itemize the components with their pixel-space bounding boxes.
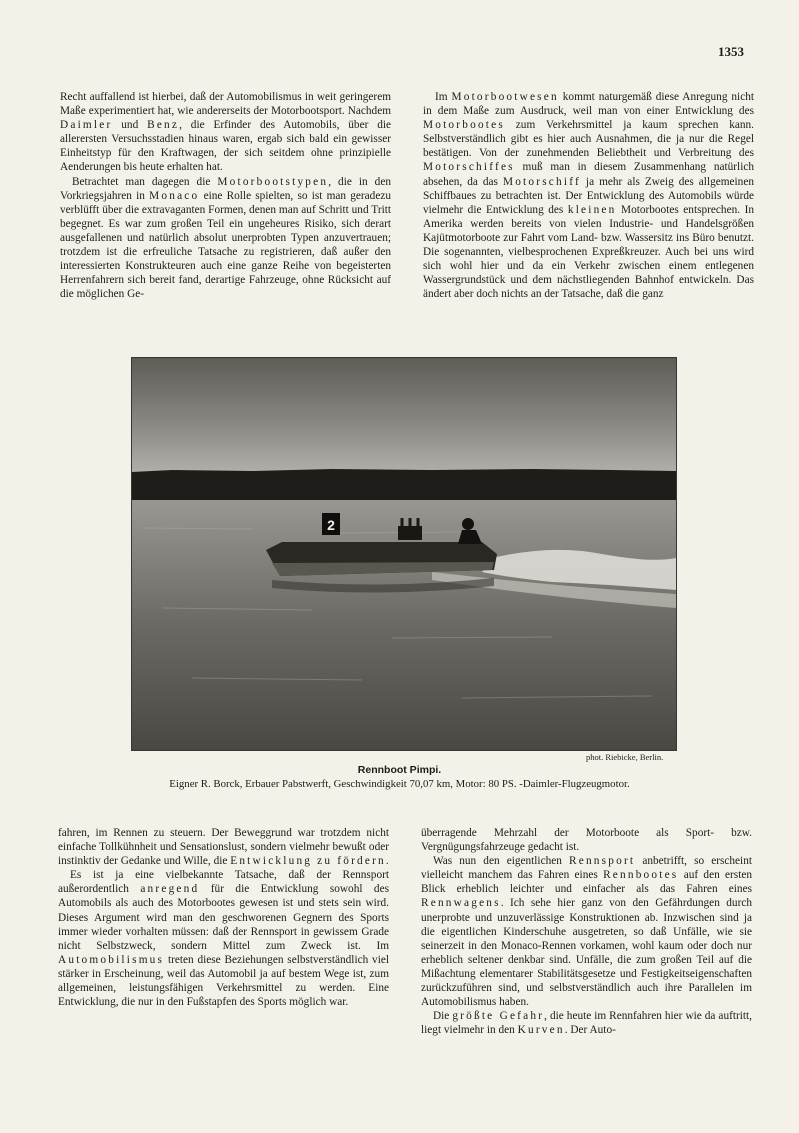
emphasized-text: Automobilismus bbox=[58, 953, 165, 966]
emphasized-text: Monaco bbox=[149, 189, 200, 202]
paragraph bbox=[58, 826, 389, 868]
boat-number: 2 bbox=[327, 517, 335, 533]
tree-line bbox=[132, 469, 676, 500]
text-run: , die heute im Rennfahren hier wie da auftritt, liegt vielmehr in den bbox=[421, 1010, 752, 1037]
text-column-bottom-left bbox=[58, 826, 389, 1009]
text-run: und bbox=[112, 119, 148, 132]
photo-caption-text: Eigner R. Borck, Erbauer Pabstwerft, Geschwindigkeit 70,07 km, Motor: 80 PS. -Daimler-Flugzeugmotor. bbox=[169, 778, 630, 790]
text-run: anbetrifft, so erscheint vielleicht manchem das Fahren eines bbox=[421, 855, 752, 882]
emphasized-text: Motorschiffes bbox=[423, 161, 515, 174]
emphasized-text: Motorschiff bbox=[502, 175, 581, 188]
sky bbox=[132, 358, 676, 476]
emphasized-text: größte Gefahr bbox=[452, 1010, 545, 1023]
text-run: Recht auffallend ist hierbei, daß der Automobilismus in weit geringerem Maße experimentiert hat, wie andererseits der Motorbootsport. Nachdem bbox=[60, 91, 391, 118]
text-run: überragende Mehrzahl der Motorboote als Sport- bzw. Vergnügungsfahrzeuge gedacht ist. bbox=[421, 827, 752, 854]
emphasized-text: Rennwagens bbox=[421, 897, 501, 910]
speedboat-photo-icon bbox=[132, 358, 676, 750]
emphasized-text: kleinen bbox=[567, 203, 617, 216]
paragraph bbox=[60, 175, 391, 302]
emphasized-text: Rennbootes bbox=[603, 869, 679, 882]
text-run: fahren, im Rennen zu steuern. Der Beweggrund war trotzdem nicht einfache Tollkühnheit und Sensationslust, sondern vielmehr bewußt oder instinktiv der Gedanke und Wille, die bbox=[58, 827, 389, 868]
photo-caption-title: Rennboot Pimpi. bbox=[357, 764, 442, 776]
text-run: für die Entwicklung sowohl des Automobils als auch des Motorbootes gewesen ist und stets sein wird. Dieses Argument wird man den geschworenen Gegnern des Sports immer wieder vorhalten müssen: daß der Rennsport in gewissem Grade nicht Selbstzweck, sondern Mittel zum Zweck ist. Im bbox=[58, 883, 389, 952]
emphasized-text: Kurven bbox=[517, 1024, 565, 1037]
text-run: . Der Auto- bbox=[564, 1024, 616, 1037]
emphasized-text: Benz bbox=[147, 119, 180, 132]
text-run: zum Verkehrsmittel ja kaum sprechen kann. Selbstverständlich gibt es hier auch Ausnahmen, die ja nur die Regel bestätigen. Von der zunehmenden Beliebtheit und Verbreitung des bbox=[423, 119, 754, 160]
text-run: auf den ersten Blick erheblich leichter und einfacher als das Fahren eines bbox=[421, 869, 752, 896]
pilot-figure bbox=[462, 518, 474, 530]
emphasized-text: anregend bbox=[140, 883, 200, 896]
paragraph bbox=[423, 90, 754, 301]
page-number: 1353 bbox=[718, 44, 744, 59]
text-run: Was nun den eigentlichen bbox=[433, 855, 569, 868]
text-column-top-left bbox=[60, 90, 391, 301]
emphasized-text: Daimler bbox=[60, 119, 113, 132]
speedboat-photo bbox=[131, 357, 677, 751]
emphasized-text: Motorbootes bbox=[423, 119, 505, 132]
text-run: , die in den Vorkriegsjahren in bbox=[60, 175, 391, 202]
text-run: . Ich sehe hier ganz von den Gefährdungen durch unerprobte und unzuverlässige Konstruktionen ab. Inzwischen sind ja die eigentlichen Kinderschuhe ausgetreten, so daß Unfälle, wie sie seinerzeit in den Monaco-Rennen vorkamen, wohl kaum oder doch nur erheblich seltener denkbar sind. Unfälle, die zum großen Teil auf die Mißachtung elementarer Stabilitätsgesetze und Festigkeitseigenschaften zurückzuführen sind, und selbstverständlich auch ihre Parallelen im Automobilismus haben. bbox=[421, 897, 752, 1009]
text-run: Motorbootes entsprechen. In Amerika werden bereits von vielen Industrie- und Handelsgrößen Kajütmotorboote zur Fahrt vom Land- bzw. Wassersitz ins Büro benutzt. Die sogenannten, vielbesprochenen Expreßkreuzer. Auch bei uns wird sich wohl hier und da ein Verkehr zwischen einem entlegenen Wassergrundstück und dem nächstliegenden Bahnhof entwickeln. Das ändert aber doch nichts an der Tatsache, daß die ganz bbox=[423, 203, 754, 301]
text-run: . bbox=[385, 855, 389, 868]
text-run: Die bbox=[433, 1010, 453, 1023]
emphasized-text: Rennsport bbox=[569, 855, 636, 868]
emphasized-text: Entwicklung zu fördern bbox=[230, 855, 386, 868]
text-run: ja mehr als Zweig des allgemeinen Schiffbaues zu betrachten ist. Der Entwicklung des Automobils würde vielmehr die Entwicklung des bbox=[423, 175, 754, 216]
photo-credit: phot. Riebicke, Berlin. bbox=[586, 752, 664, 762]
text-column-top-right bbox=[423, 90, 754, 301]
text-run: eine Rolle spielten, so ist man geradezu verblüfft über die extravaganten Formen, denen man auf Schritt und Tritt begegnet. Es war zum großen Teil ein ungeheures Risiko, sich derart ausgefallenen und natürlich absolut unerprobten Typen anzuvertrauen; trotzdem ist die erfreuliche Tatsache zu registrieren, daß außer den interessierten Konstrukteuren auch eine ganze Reihe von begeisterten Herrenfahrern sich bereit fand, derartige Fahrzeuge, ohne Rücksicht auf die möglichen Ge- bbox=[60, 189, 392, 301]
text-run: Betrachtet man dagegen die bbox=[72, 175, 218, 188]
text-run: muß man in diesem Zusammenhang natürlich absehen, da das bbox=[423, 161, 754, 188]
paragraph bbox=[60, 90, 391, 175]
paragraph bbox=[58, 868, 389, 1009]
paragraph bbox=[421, 1009, 752, 1037]
text-run: Es ist ja eine vielbekannte Tatsache, daß der Rennsport außerordentlich bbox=[58, 869, 389, 896]
emphasized-text: Motorbootstypen bbox=[217, 175, 329, 188]
text-run: kommt naturgemäß diese Anregung nicht in dem Maße zum Ausdruck, weil man von einer Entwicklung des bbox=[423, 91, 754, 118]
text-column-bottom-right bbox=[421, 826, 752, 1037]
text-run: , die Erfinder des Automobils, über die allerersten Versuchsstadien hinaus waren, ergab sich bald ein gewisser Einheitstyp für den Kraftwagen, der sich seitdem ohne prinzipielle Aenderungen bis heute erhalten hat. bbox=[60, 119, 392, 174]
emphasized-text: Motorbootwesen bbox=[451, 91, 559, 103]
paragraph bbox=[421, 854, 752, 1009]
text-run: treten diese Beziehungen selbstverständlich viel stärker in Erscheinung, weil das Automobil ja auf bestem Wege ist, zum allgemeinen, leistungsfähigen Verkehrsmittel zu werden. Eine Entwicklung, die nur in den Fußstapfen des Sports möglich war. bbox=[58, 953, 389, 1009]
paragraph bbox=[421, 826, 752, 854]
text-run: Im bbox=[435, 91, 452, 103]
